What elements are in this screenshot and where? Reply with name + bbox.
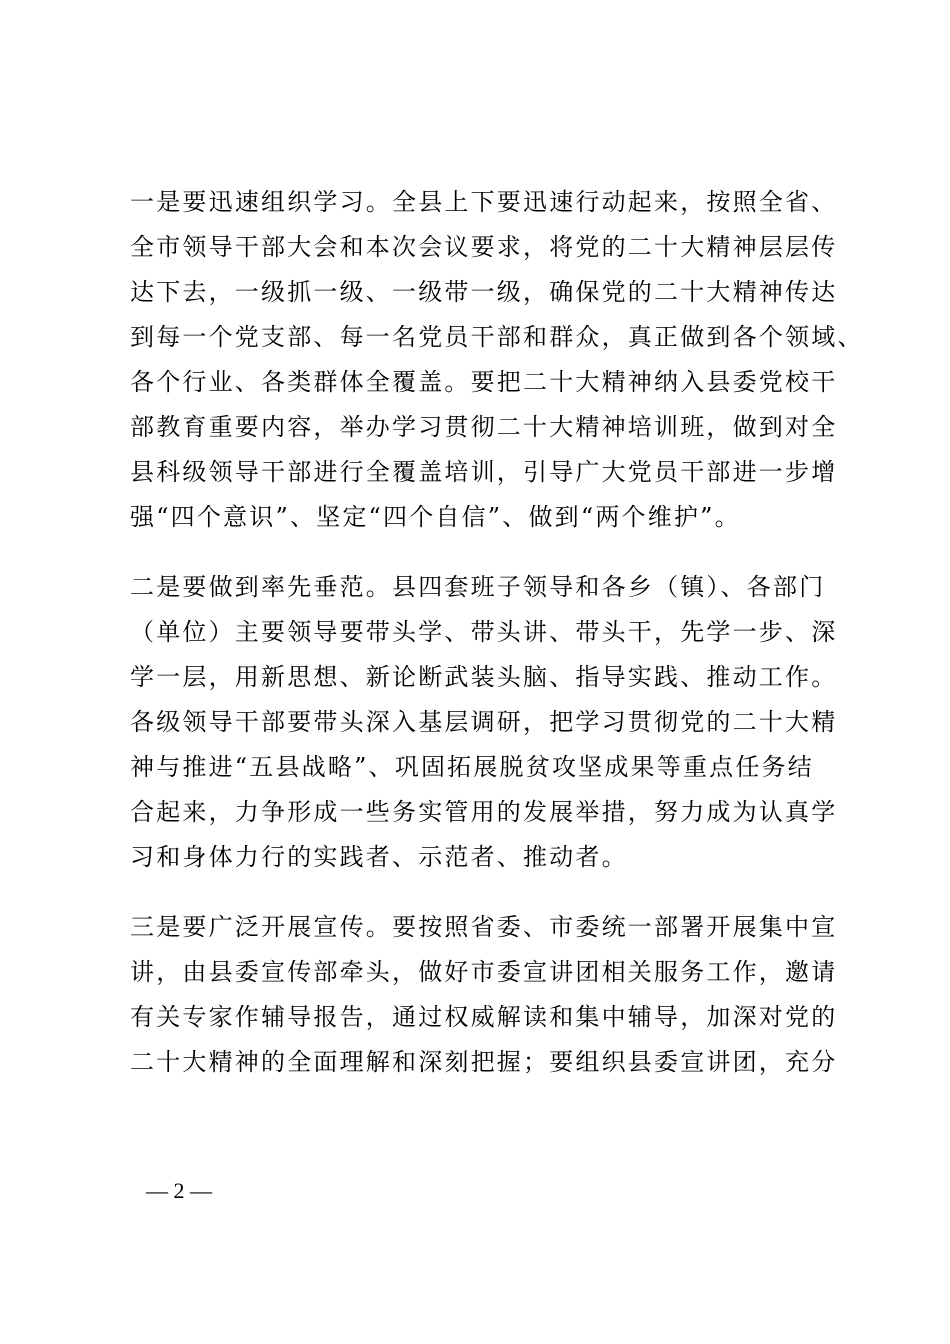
paragraph-line: 各个行业、各类群体全覆盖。要把二十大精神纳入县委党校干 [130,368,838,396]
paragraph-line: 神与推进“五县战略”、巩固拓展脱贫攻坚成果等重点任务结 [130,753,814,781]
page-number: — 2 — [146,1178,212,1203]
paragraph-line: 二十大精神的全面理解和深刻把握；要组织县委宣讲团，充分 [130,1048,838,1076]
paragraph-line: 有关专家作辅导报告，通过权威解读和集中辅导，加深对党的 [130,1003,838,1031]
paragraph-line: 一是要迅速组织学习。全县上下要迅速行动起来，按照全省、 [130,188,838,216]
paragraph-line: 学一层，用新思想、新论断武装头脑、指导实践、推动工作。 [130,663,838,691]
paragraph-line: 三是要广泛开展宣传。要按照省委、市委统一部署开展集中宣 [130,913,838,941]
paragraph-line: 讲，由县委宣传部牵头，做好市委宣讲团相关服务工作，邀请 [130,958,838,986]
paragraph-line: （单位）主要领导要带头学、带头讲、带头干，先学一步、深 [130,618,838,646]
paragraph-line: 合起来，力争形成一些务实管用的发展举措，努力成为认真学 [130,798,838,826]
paragraph-line: 到每一个党支部、每一名党员干部和群众，真正做到各个领域、 [130,323,864,351]
paragraph-line: 部教育重要内容，举办学习贯彻二十大精神培训班，做到对全 [130,413,838,441]
paragraph-line: 二是要做到率先垂范。县四套班子领导和各乡（镇）、各部门 [130,573,826,601]
paragraph-line: 达下去，一级抓一级、一级带一级，确保党的二十大精神传达 [130,278,838,306]
paragraph-line: 习和身体力行的实践者、示范者、推动者。 [130,843,628,871]
paragraph-line: 各级领导干部要带头深入基层调研，把学习贯彻党的二十大精 [130,708,838,736]
paragraph-line: 县科级领导干部进行全覆盖培训，引导广大党员干部进一步增 [130,458,838,486]
paragraph-line: 强“四个意识”、坚定“四个自信”、做到“两个维护”。 [130,503,741,531]
paragraph-line: 全市领导干部大会和本次会议要求，将党的二十大精神层层传 [130,233,838,261]
